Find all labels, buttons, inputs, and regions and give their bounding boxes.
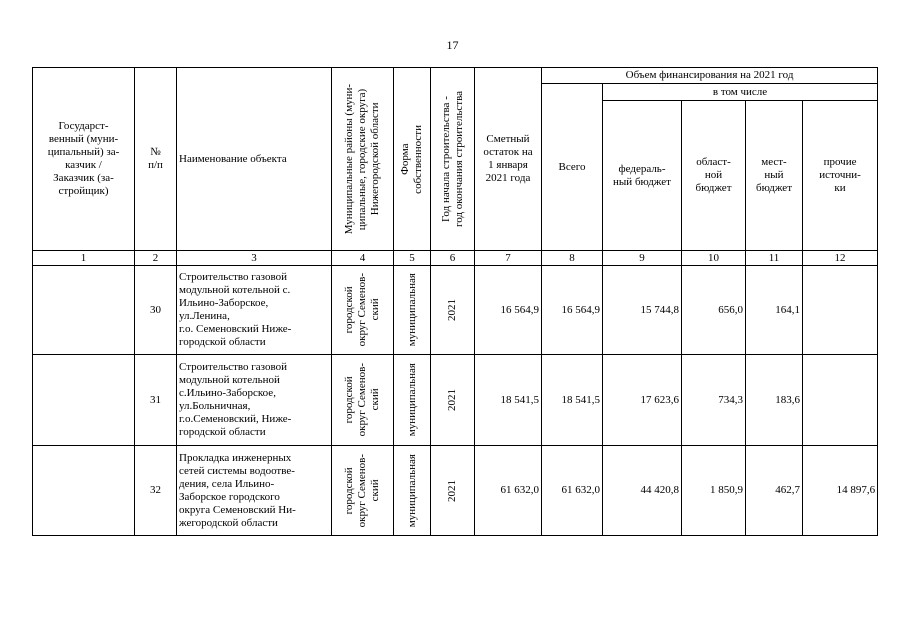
header-including: в том числе	[603, 84, 878, 101]
row-ownership: муниципальная	[405, 453, 418, 528]
row-regional: 1 850,9	[682, 446, 746, 536]
row-regional: 734,3	[682, 355, 746, 446]
table-row	[33, 446, 878, 536]
row-other	[803, 266, 878, 355]
column-number: 6	[431, 251, 475, 266]
column-number: 3	[177, 251, 332, 266]
row-balance: 16 564,9	[475, 266, 542, 355]
row-federal: 15 744,8	[603, 266, 682, 355]
header-local: мест- ный бюджет	[746, 101, 803, 251]
column-number: 9	[603, 251, 682, 266]
row-year-cell	[431, 446, 475, 536]
row-number: 30	[135, 266, 177, 355]
column-number: 5	[394, 251, 431, 266]
row-object-name: Строительство газовой модульной котельной с.Ильино-Заборское, ул.Больничная, г.о.Семеновский, Ниже- городской области	[177, 355, 332, 446]
row-district-cell	[332, 446, 394, 536]
row-district: городской округ Семенов- ский	[343, 273, 381, 347]
row-customer	[33, 446, 135, 536]
row-district-cell	[332, 266, 394, 355]
row-federal: 44 420,8	[603, 446, 682, 536]
row-year-cell	[431, 266, 475, 355]
row-year-cell	[431, 355, 475, 446]
header-number: № п/п	[135, 68, 177, 251]
header-total: Всего	[542, 84, 603, 251]
header-funding-title: Объем финансирования на 2021 год	[542, 68, 878, 84]
row-local: 164,1	[746, 266, 803, 355]
row-other	[803, 355, 878, 446]
column-number: 2	[135, 251, 177, 266]
column-number: 7	[475, 251, 542, 266]
row-balance: 61 632,0	[475, 446, 542, 536]
row-ownership-cell	[394, 266, 431, 355]
column-number-row	[33, 251, 878, 266]
header-years-cell	[431, 68, 475, 251]
row-ownership-cell	[394, 355, 431, 446]
header-federal: федераль- ный бюджет	[603, 101, 682, 251]
table-row	[33, 355, 878, 446]
row-ownership: муниципальная	[405, 363, 418, 437]
row-ownership: муниципальная	[405, 273, 418, 347]
row-total: 18 541,5	[542, 355, 603, 446]
header-district-cell	[332, 68, 394, 251]
table-row	[33, 266, 878, 355]
row-district-cell	[332, 355, 394, 446]
row-regional: 656,0	[682, 266, 746, 355]
row-number: 32	[135, 446, 177, 536]
row-local: 183,6	[746, 355, 803, 446]
row-local: 462,7	[746, 446, 803, 536]
header-balance: Сметный остаток на 1 января 2021 года	[475, 68, 542, 251]
financing-table	[32, 67, 878, 536]
row-object-name: Строительство газовой модульной котельной с. Ильино-Заборское, ул.Ленина, г.о. Семеновский Ниже- городской области	[177, 266, 332, 355]
header-customer: Государст- венный (муни- ципальный) за- казчик / Заказчик (за- стройщик)	[33, 68, 135, 251]
header-ownership-cell	[394, 68, 431, 251]
row-customer	[33, 266, 135, 355]
column-number: 4	[332, 251, 394, 266]
row-federal: 17 623,6	[603, 355, 682, 446]
row-other: 14 897,6	[803, 446, 878, 536]
row-customer	[33, 355, 135, 446]
row-total: 16 564,9	[542, 266, 603, 355]
column-number: 10	[682, 251, 746, 266]
column-number: 1	[33, 251, 135, 266]
column-number: 8	[542, 251, 603, 266]
header-years: Год начала строительства - год окончания строительства	[439, 91, 465, 227]
header-object-name: Наименование объекта	[177, 68, 332, 251]
row-district: городской округ Семенов- ский	[343, 363, 381, 437]
row-year: 2021	[446, 299, 458, 321]
header-district: Муниципальные районы (муни- ципальные, городские округа) Нижегородской области	[343, 83, 381, 235]
header-other: прочие источни- ки	[803, 101, 878, 251]
row-year: 2021	[446, 389, 458, 411]
column-number: 12	[803, 251, 878, 266]
row-year: 2021	[446, 479, 458, 502]
row-balance: 18 541,5	[475, 355, 542, 446]
column-number: 11	[746, 251, 803, 266]
page-number: 17	[446, 38, 459, 52]
row-district: городской округ Семенов- ский	[343, 453, 381, 528]
row-ownership-cell	[394, 446, 431, 536]
header-regional: област- ной бюджет	[682, 101, 746, 251]
row-number: 31	[135, 355, 177, 446]
row-object-name: Прокладка инженерных сетей системы водоотве- дения, села Ильино- Заборское городского округа Семеновский Ни- жегородской области	[177, 446, 332, 536]
header-row-1	[33, 68, 878, 84]
header-ownership: Форма собственности	[399, 124, 424, 194]
row-total: 61 632,0	[542, 446, 603, 536]
